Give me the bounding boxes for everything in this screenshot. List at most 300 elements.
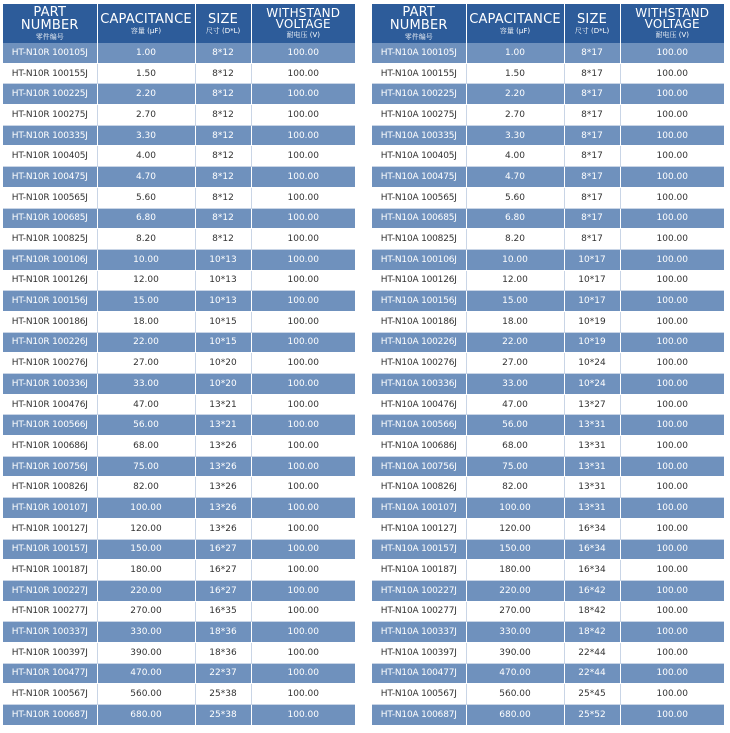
- table-row: [372, 684, 724, 705]
- table-row: [3, 456, 355, 477]
- part-number-cell: HT-N10A 100336J: [372, 374, 466, 395]
- voltage-cell: 100.00: [620, 167, 724, 188]
- header-voltage: [620, 4, 724, 43]
- capacitance-cell: 12.00: [466, 270, 564, 291]
- size-cell: 22*44: [564, 663, 620, 684]
- capacitance-cell: 120.00: [466, 518, 564, 539]
- voltage-cell: 100.00: [251, 436, 355, 457]
- table-row: [3, 539, 355, 560]
- part-number-cell: HT-N10R 100226J: [3, 332, 97, 353]
- capacitance-cell: 5.60: [97, 187, 195, 208]
- size-cell: 18*42: [564, 622, 620, 643]
- table-row: [372, 249, 724, 270]
- part-number-cell: HT-N10R 100687J: [3, 705, 97, 726]
- table-row: [3, 43, 355, 63]
- size-cell: 16*27: [195, 539, 251, 560]
- part-number-cell: HT-N10R 100826J: [3, 477, 97, 498]
- table-row: [372, 394, 724, 415]
- voltage-cell: 100.00: [251, 167, 355, 188]
- table-row: [372, 208, 724, 229]
- capacitance-cell: 18.00: [97, 311, 195, 332]
- voltage-cell: 100.00: [620, 353, 724, 374]
- table-row: [3, 642, 355, 663]
- table-row: [372, 229, 724, 250]
- size-cell: 8*17: [564, 125, 620, 146]
- size-cell: 13*31: [564, 415, 620, 436]
- table-row: [3, 291, 355, 312]
- part-number-cell: HT-N10A 100225J: [372, 84, 466, 105]
- table-row: [3, 477, 355, 498]
- voltage-cell: 100.00: [251, 580, 355, 601]
- table-row: [3, 705, 355, 726]
- table-row: [3, 105, 355, 126]
- part-number-cell: HT-N10A 100756J: [372, 456, 466, 477]
- part-number-cell: HT-N10R 100106J: [3, 249, 97, 270]
- part-number-cell: HT-N10R 100227J: [3, 580, 97, 601]
- table-row: [372, 63, 724, 84]
- capacitance-cell: 270.00: [466, 601, 564, 622]
- voltage-cell: 100.00: [620, 415, 724, 436]
- capacitance-cell: 82.00: [466, 477, 564, 498]
- part-number-cell: HT-N10A 100276J: [372, 353, 466, 374]
- table-row: [372, 311, 724, 332]
- part-number-cell: HT-N10A 100685J: [372, 208, 466, 229]
- size-cell: 10*13: [195, 249, 251, 270]
- capacitance-cell: 560.00: [466, 684, 564, 705]
- table-row: [3, 622, 355, 643]
- capacitance-cell: 56.00: [97, 415, 195, 436]
- voltage-cell: 100.00: [620, 84, 724, 105]
- table-row: [3, 311, 355, 332]
- size-cell: 8*17: [564, 208, 620, 229]
- size-cell: 10*15: [195, 332, 251, 353]
- size-cell: 13*21: [195, 394, 251, 415]
- table-row: [3, 394, 355, 415]
- table-row: [3, 601, 355, 622]
- part-number-cell: HT-N10A 100127J: [372, 518, 466, 539]
- capacitance-cell: 18.00: [466, 311, 564, 332]
- size-cell: 8*12: [195, 43, 251, 63]
- voltage-cell: 100.00: [251, 311, 355, 332]
- voltage-cell: 100.00: [251, 146, 355, 167]
- size-cell: 8*12: [195, 125, 251, 146]
- part-number-cell: HT-N10A 100565J: [372, 187, 466, 208]
- capacitor-table-left: [3, 4, 355, 726]
- table-row: [372, 580, 724, 601]
- voltage-cell: 100.00: [620, 270, 724, 291]
- part-number-cell: HT-N10A 100156J: [372, 291, 466, 312]
- voltage-cell: 100.00: [251, 394, 355, 415]
- size-cell: 8*12: [195, 105, 251, 126]
- size-cell: 8*12: [195, 63, 251, 84]
- table-row: [372, 498, 724, 519]
- capacitance-cell: 47.00: [466, 394, 564, 415]
- header-voltage-label: WITHSTAND VOLTAGE: [635, 6, 710, 31]
- capacitance-cell: 15.00: [466, 291, 564, 312]
- table-row: [3, 84, 355, 105]
- size-cell: 13*27: [564, 394, 620, 415]
- voltage-cell: 100.00: [620, 580, 724, 601]
- voltage-cell: 100.00: [251, 291, 355, 312]
- size-cell: 18*42: [564, 601, 620, 622]
- voltage-cell: 100.00: [251, 332, 355, 353]
- part-number-cell: HT-N10R 100686J: [3, 436, 97, 457]
- voltage-cell: 100.00: [620, 539, 724, 560]
- capacitance-cell: 47.00: [97, 394, 195, 415]
- capacitance-cell: 27.00: [466, 353, 564, 374]
- table-row: [3, 249, 355, 270]
- size-cell: 10*17: [564, 291, 620, 312]
- table-row: [372, 518, 724, 539]
- size-cell: 16*34: [564, 539, 620, 560]
- capacitance-cell: 390.00: [97, 642, 195, 663]
- voltage-cell: 100.00: [620, 208, 724, 229]
- part-number-cell: HT-N10A 100155J: [372, 63, 466, 84]
- voltage-cell: 100.00: [620, 146, 724, 167]
- part-number-cell: HT-N10R 100126J: [3, 270, 97, 291]
- table-row: [3, 146, 355, 167]
- voltage-cell: 100.00: [620, 498, 724, 519]
- capacitance-cell: 4.70: [466, 167, 564, 188]
- part-number-cell: HT-N10R 100567J: [3, 684, 97, 705]
- header-size: [195, 4, 251, 43]
- capacitance-cell: 2.20: [97, 84, 195, 105]
- capacitance-cell: 470.00: [97, 663, 195, 684]
- capacitance-cell: 1.00: [97, 43, 195, 63]
- voltage-cell: 100.00: [620, 601, 724, 622]
- table-row: [372, 560, 724, 581]
- size-cell: 10*13: [195, 270, 251, 291]
- capacitance-cell: 390.00: [466, 642, 564, 663]
- capacitance-cell: 270.00: [97, 601, 195, 622]
- part-number-cell: HT-N10R 100276J: [3, 353, 97, 374]
- capacitance-cell: 10.00: [97, 249, 195, 270]
- capacitance-cell: 2.70: [97, 105, 195, 126]
- size-cell: 8*17: [564, 146, 620, 167]
- part-number-cell: HT-N10R 100405J: [3, 146, 97, 167]
- part-number-cell: HT-N10A 100275J: [372, 105, 466, 126]
- table-row: [3, 353, 355, 374]
- part-number-cell: HT-N10R 100186J: [3, 311, 97, 332]
- voltage-cell: 100.00: [620, 43, 724, 63]
- capacitance-cell: 680.00: [97, 705, 195, 726]
- part-number-cell: HT-N10A 100477J: [372, 663, 466, 684]
- capacitance-cell: 8.20: [466, 229, 564, 250]
- size-cell: 10*15: [195, 311, 251, 332]
- table-row: [3, 187, 355, 208]
- part-number-cell: HT-N10R 100477J: [3, 663, 97, 684]
- voltage-cell: 100.00: [620, 560, 724, 581]
- table-row: [372, 105, 724, 126]
- voltage-cell: 100.00: [251, 684, 355, 705]
- table-row: [3, 63, 355, 84]
- capacitance-cell: 68.00: [97, 436, 195, 457]
- size-cell: 13*31: [564, 498, 620, 519]
- size-cell: 18*36: [195, 622, 251, 643]
- voltage-cell: 100.00: [620, 518, 724, 539]
- voltage-cell: 100.00: [251, 601, 355, 622]
- table-header-row: [3, 4, 355, 43]
- capacitance-cell: 75.00: [97, 456, 195, 477]
- capacitance-cell: 6.80: [97, 208, 195, 229]
- size-cell: 10*19: [564, 332, 620, 353]
- capacitance-cell: 33.00: [466, 374, 564, 395]
- capacitance-cell: 150.00: [97, 539, 195, 560]
- part-number-cell: HT-N10R 100157J: [3, 539, 97, 560]
- voltage-cell: 100.00: [251, 498, 355, 519]
- header-capacitance-sub: 容量 (μF): [499, 26, 531, 35]
- capacitance-cell: 220.00: [466, 580, 564, 601]
- part-number-cell: HT-N10R 100685J: [3, 208, 97, 229]
- part-number-cell: HT-N10A 100397J: [372, 642, 466, 663]
- capacitance-cell: 1.00: [466, 43, 564, 63]
- part-number-cell: HT-N10R 100156J: [3, 291, 97, 312]
- voltage-cell: 100.00: [620, 332, 724, 353]
- voltage-cell: 100.00: [620, 477, 724, 498]
- capacitance-cell: 560.00: [97, 684, 195, 705]
- header-voltage-sub: 耐电压 (V): [655, 31, 689, 39]
- table-row: [372, 436, 724, 457]
- size-cell: 16*34: [564, 518, 620, 539]
- part-number-cell: HT-N10A 100106J: [372, 249, 466, 270]
- size-cell: 25*38: [195, 705, 251, 726]
- voltage-cell: 100.00: [251, 642, 355, 663]
- header-part-number-label: PART NUMBER: [389, 5, 448, 33]
- voltage-cell: 100.00: [251, 622, 355, 643]
- part-number-cell: HT-N10R 100336J: [3, 374, 97, 395]
- voltage-cell: 100.00: [251, 353, 355, 374]
- capacitance-cell: 2.20: [466, 84, 564, 105]
- header-size-label: SIZE: [576, 11, 607, 27]
- part-number-cell: HT-N10R 100155J: [3, 63, 97, 84]
- table-row: [3, 580, 355, 601]
- size-cell: 25*38: [195, 684, 251, 705]
- capacitance-cell: 33.00: [97, 374, 195, 395]
- capacitance-cell: 56.00: [466, 415, 564, 436]
- voltage-cell: 100.00: [620, 622, 724, 643]
- voltage-cell: 100.00: [620, 229, 724, 250]
- capacitance-cell: 4.00: [466, 146, 564, 167]
- part-number-cell: HT-N10A 100826J: [372, 477, 466, 498]
- voltage-cell: 100.00: [251, 63, 355, 84]
- voltage-cell: 100.00: [251, 374, 355, 395]
- size-cell: 8*17: [564, 105, 620, 126]
- capacitance-cell: 1.50: [466, 63, 564, 84]
- header-size-sub: 尺寸 (D*L): [205, 26, 241, 35]
- capacitance-cell: 5.60: [466, 187, 564, 208]
- voltage-cell: 100.00: [251, 84, 355, 105]
- part-number-cell: HT-N10A 100687J: [372, 705, 466, 726]
- part-number-cell: HT-N10R 100187J: [3, 560, 97, 581]
- header-capacitance: [466, 4, 564, 43]
- capacitance-cell: 82.00: [97, 477, 195, 498]
- table-row: [3, 684, 355, 705]
- table-row: [3, 125, 355, 146]
- voltage-cell: 100.00: [251, 105, 355, 126]
- table-row: [3, 498, 355, 519]
- size-cell: 8*17: [564, 63, 620, 84]
- part-number-cell: HT-N10A 100157J: [372, 539, 466, 560]
- voltage-cell: 100.00: [620, 187, 724, 208]
- size-cell: 16*27: [195, 560, 251, 581]
- size-cell: 8*12: [195, 146, 251, 167]
- size-cell: 8*12: [195, 167, 251, 188]
- voltage-cell: 100.00: [251, 229, 355, 250]
- header-size-sub: 尺寸 (D*L): [574, 26, 610, 35]
- table-header-row: [372, 4, 724, 43]
- table-row: [372, 622, 724, 643]
- voltage-cell: 100.00: [251, 560, 355, 581]
- part-number-cell: HT-N10R 100566J: [3, 415, 97, 436]
- size-cell: 13*26: [195, 436, 251, 457]
- capacitance-cell: 3.30: [97, 125, 195, 146]
- capacitance-cell: 10.00: [466, 249, 564, 270]
- table-row: [3, 208, 355, 229]
- part-number-cell: HT-N10R 100107J: [3, 498, 97, 519]
- voltage-cell: 100.00: [620, 63, 724, 84]
- part-number-cell: HT-N10A 100566J: [372, 415, 466, 436]
- capacitance-cell: 330.00: [97, 622, 195, 643]
- table-row: [3, 436, 355, 457]
- table-row: [372, 125, 724, 146]
- header-capacitance-sub: 容量 (μF): [130, 26, 162, 35]
- part-number-cell: HT-N10R 100275J: [3, 105, 97, 126]
- size-cell: 8*12: [195, 84, 251, 105]
- part-number-cell: HT-N10A 100825J: [372, 229, 466, 250]
- voltage-cell: 100.00: [251, 125, 355, 146]
- size-cell: 13*26: [195, 456, 251, 477]
- part-number-cell: HT-N10A 100105J: [372, 43, 466, 63]
- size-cell: 10*20: [195, 374, 251, 395]
- capacitance-cell: 100.00: [97, 498, 195, 519]
- table-row: [372, 477, 724, 498]
- header-part-number: [3, 4, 97, 43]
- table-row: [372, 270, 724, 291]
- part-number-cell: HT-N10A 100686J: [372, 436, 466, 457]
- size-cell: 8*12: [195, 229, 251, 250]
- voltage-cell: 100.00: [251, 663, 355, 684]
- capacitance-cell: 220.00: [97, 580, 195, 601]
- part-number-cell: HT-N10A 100277J: [372, 601, 466, 622]
- voltage-cell: 100.00: [251, 456, 355, 477]
- size-cell: 10*13: [195, 291, 251, 312]
- capacitance-cell: 470.00: [466, 663, 564, 684]
- capacitance-cell: 180.00: [97, 560, 195, 581]
- size-cell: 10*24: [564, 374, 620, 395]
- header-part-number-label: PART NUMBER: [20, 5, 79, 33]
- size-cell: 13*31: [564, 456, 620, 477]
- size-cell: 13*21: [195, 415, 251, 436]
- size-cell: 8*17: [564, 229, 620, 250]
- size-cell: 8*17: [564, 43, 620, 63]
- capacitance-cell: 2.70: [466, 105, 564, 126]
- capacitance-cell: 4.00: [97, 146, 195, 167]
- part-number-cell: HT-N10R 100475J: [3, 167, 97, 188]
- header-voltage: [251, 4, 355, 43]
- size-cell: 18*36: [195, 642, 251, 663]
- table-body-right: [372, 43, 724, 725]
- size-cell: 13*31: [564, 436, 620, 457]
- capacitance-cell: 22.00: [466, 332, 564, 353]
- header-size-label: SIZE: [207, 11, 238, 27]
- voltage-cell: 100.00: [620, 705, 724, 726]
- capacitance-cell: 12.00: [97, 270, 195, 291]
- header-capacitance: [97, 4, 195, 43]
- table-row: [3, 518, 355, 539]
- part-number-cell: HT-N10R 100277J: [3, 601, 97, 622]
- voltage-cell: 100.00: [620, 394, 724, 415]
- voltage-cell: 100.00: [620, 456, 724, 477]
- table-row: [372, 374, 724, 395]
- part-number-cell: HT-N10A 100476J: [372, 394, 466, 415]
- size-cell: 13*26: [195, 477, 251, 498]
- part-number-cell: HT-N10A 100405J: [372, 146, 466, 167]
- voltage-cell: 100.00: [620, 663, 724, 684]
- table-row: [372, 642, 724, 663]
- capacitance-cell: 120.00: [97, 518, 195, 539]
- part-number-cell: HT-N10A 100475J: [372, 167, 466, 188]
- table-row: [3, 663, 355, 684]
- part-number-cell: HT-N10A 100107J: [372, 498, 466, 519]
- part-number-cell: HT-N10A 100567J: [372, 684, 466, 705]
- size-cell: 8*17: [564, 187, 620, 208]
- part-number-cell: HT-N10R 100476J: [3, 394, 97, 415]
- capacitance-cell: 330.00: [466, 622, 564, 643]
- size-cell: 10*17: [564, 270, 620, 291]
- size-cell: 16*35: [195, 601, 251, 622]
- table-row: [372, 43, 724, 63]
- header-part-number-sub: 零件编号: [404, 33, 433, 41]
- size-cell: 22*44: [564, 642, 620, 663]
- capacitance-cell: 75.00: [466, 456, 564, 477]
- size-cell: 8*12: [195, 187, 251, 208]
- part-number-cell: HT-N10A 100227J: [372, 580, 466, 601]
- table-row: [372, 187, 724, 208]
- part-number-cell: HT-N10A 100226J: [372, 332, 466, 353]
- size-cell: 22*37: [195, 663, 251, 684]
- part-number-cell: HT-N10A 100335J: [372, 125, 466, 146]
- table-row: [3, 415, 355, 436]
- table-row: [3, 270, 355, 291]
- table-row: [372, 601, 724, 622]
- voltage-cell: 100.00: [251, 518, 355, 539]
- table-row: [372, 167, 724, 188]
- table-row: [372, 84, 724, 105]
- table-row: [372, 332, 724, 353]
- capacitance-cell: 3.30: [466, 125, 564, 146]
- size-cell: 25*52: [564, 705, 620, 726]
- size-cell: 13*26: [195, 498, 251, 519]
- voltage-cell: 100.00: [251, 187, 355, 208]
- capacitance-cell: 27.00: [97, 353, 195, 374]
- voltage-cell: 100.00: [620, 291, 724, 312]
- header-part-number: [372, 4, 466, 43]
- part-number-cell: HT-N10R 100225J: [3, 84, 97, 105]
- table-row: [3, 332, 355, 353]
- size-cell: 16*34: [564, 560, 620, 581]
- voltage-cell: 100.00: [620, 125, 724, 146]
- part-number-cell: HT-N10R 100565J: [3, 187, 97, 208]
- size-cell: 8*17: [564, 84, 620, 105]
- size-cell: 16*42: [564, 580, 620, 601]
- table-row: [372, 539, 724, 560]
- header-size: [564, 4, 620, 43]
- header-capacitance-label: CAPACITANCE: [100, 11, 192, 27]
- part-number-cell: HT-N10R 100337J: [3, 622, 97, 643]
- table-row: [372, 705, 724, 726]
- table-row: [372, 415, 724, 436]
- table-row: [3, 167, 355, 188]
